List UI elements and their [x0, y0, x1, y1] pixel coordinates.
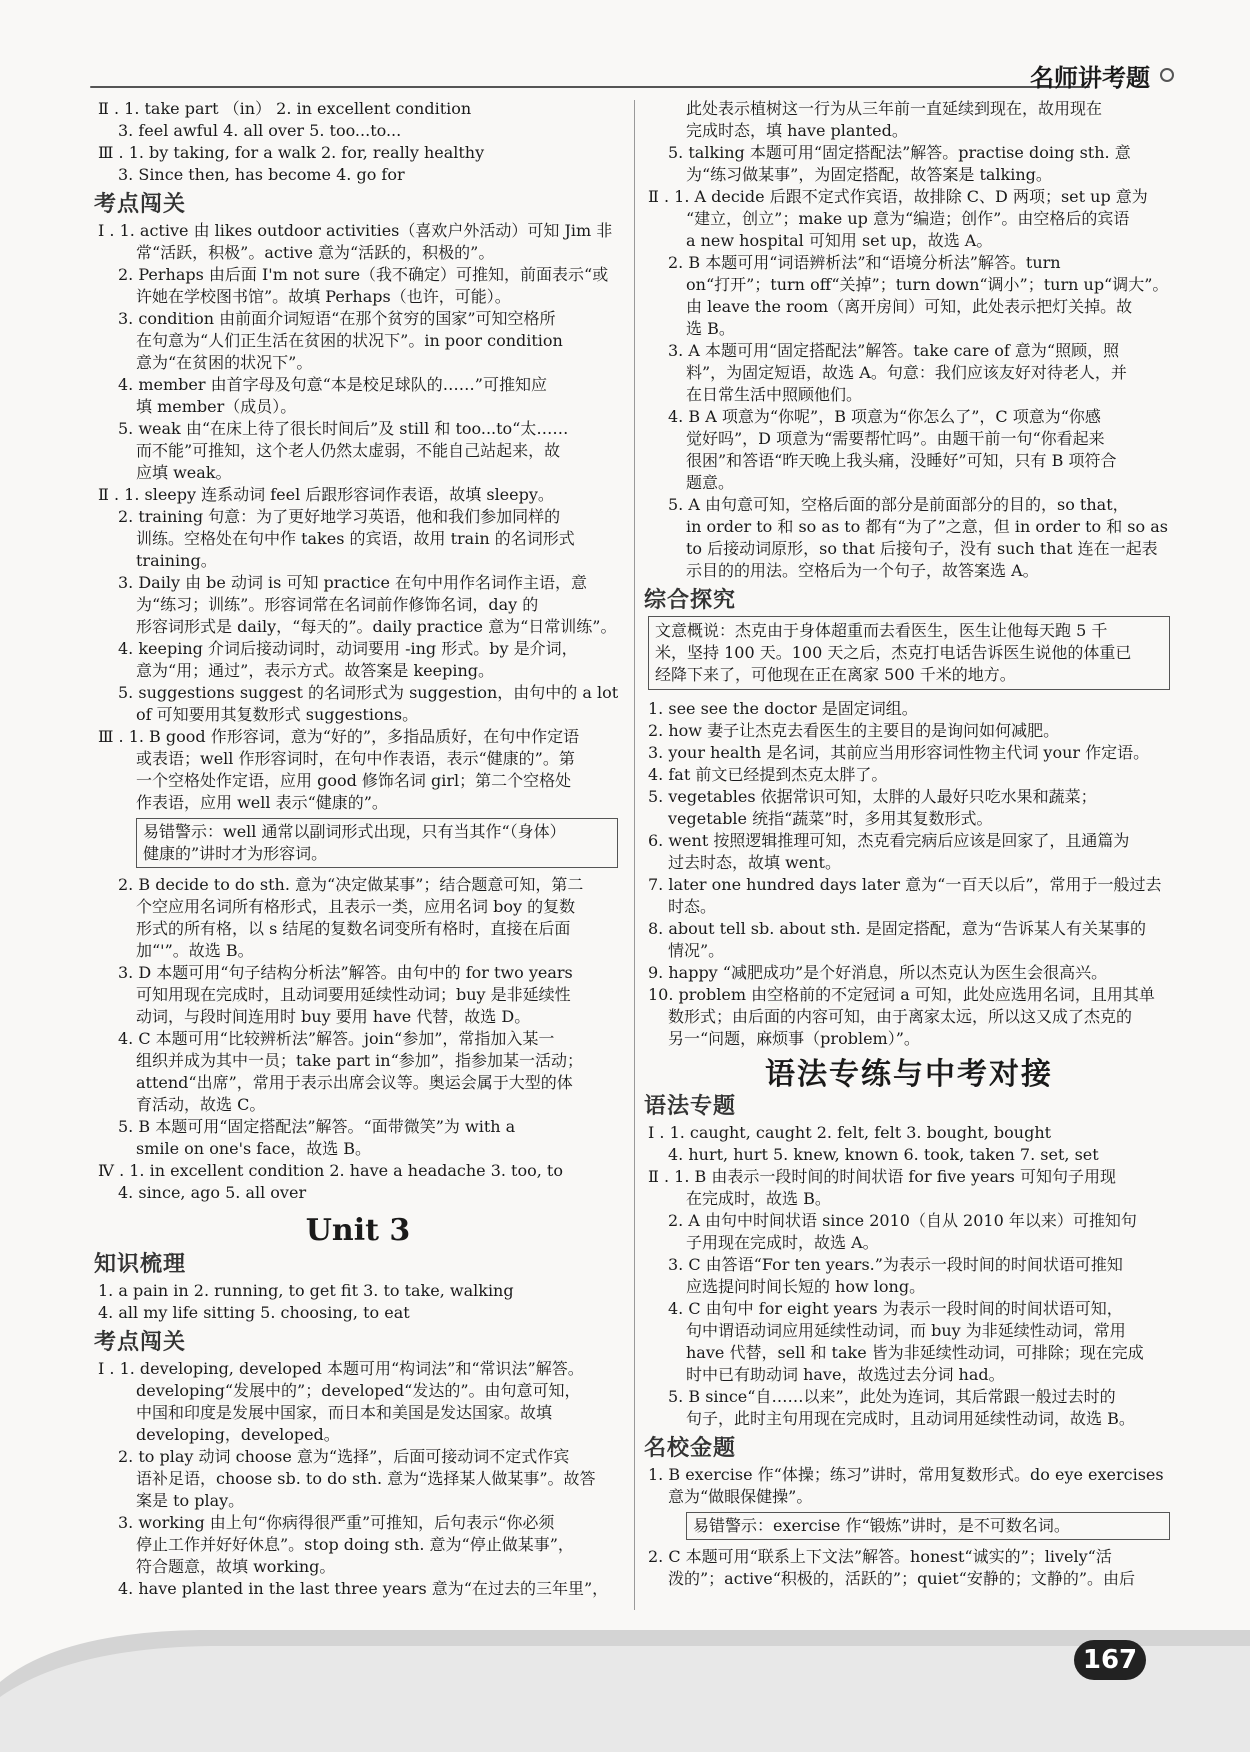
answer-line: 1. see see the doctor 是固定词组。 [648, 699, 918, 718]
answer-line: 形容词形式是 daily，“每天的”。daily practice 意为“日常训练”。 [136, 617, 617, 636]
answer-line: 4. C 本题可用“比较辨析法”解答。join“参加”，常指加入某一 [118, 1029, 555, 1048]
answer-line: 句子，此时主句用现在完成时，且动词用延续性动词，故选 B。 [686, 1409, 1135, 1428]
answer-line: 3. D 本题可用“句子结构分析法”解答。由句中的 for two years [118, 963, 573, 982]
answer-line: 动词，与段时间连用时 buy 要用 have 代替，故选 D。 [136, 1007, 531, 1026]
answer-line: 1. a pain in 2. running, to get fit 3. to take, walking [98, 1281, 514, 1300]
answer-line: 训练。空格处在句中作 takes 的宾语，故用 train 的名词形式 [136, 529, 575, 548]
box-line: 经降下来了，可他现在正在离家 500 千米的地方。 [655, 665, 1016, 684]
answer-line: Ⅰ . 1. active 由 likes outdoor activities（喜欢户外活动）可知 Jim 非 [98, 221, 613, 240]
page-header [90, 52, 1180, 92]
answer-line: 8. about tell sb. about sth. 是固定搭配，意为“告诉某人有关某事的 [648, 919, 1146, 938]
answer-line: 4. since, ago 5. all over [118, 1183, 307, 1202]
answer-line: to 后接动词原形，so that 后接句子，没有 such that 连在一起表 [686, 539, 1158, 558]
answer-line: 3. Since then, has become 4. go for [118, 165, 405, 184]
answer-line: have 代替，sell 和 take 皆为非延续性动词，可排除；现在完成 [686, 1343, 1144, 1362]
section-heading: 考点闯关 [94, 1330, 187, 1355]
circle-icon [1160, 68, 1174, 82]
answer-line: Ⅱ . 1. B 由表示一段时间的时间状语 for five years 可知句子用现 [648, 1167, 1116, 1186]
answer-line: 另一“问题，麻烦事（problem）”。 [668, 1029, 920, 1048]
answer-line: 2. to play 动词 choose 意为“选择”，后面可接动词不定式作宾 [118, 1447, 570, 1466]
answer-line: on“打开”；turn off“关掉”；turn down“调小”；turn up“调大”。 [686, 275, 1169, 294]
answer-line: 数形式；由后面的内容可知，由于离家太远，所以这又成了杰克的 [668, 1007, 1133, 1026]
answer-line: 5. weak 由“在床上待了很长时间后”及 still 和 too...to“太…… [118, 419, 569, 438]
warning-box [686, 1512, 1170, 1540]
answer-line: 为“练习做某事”，为固定搭配，故答案是 talking。 [686, 165, 1052, 184]
answer-line: 5. vegetables 依据常识可知，太胖的人最好只吃水果和蔬菜； [648, 787, 1097, 806]
box-line: 易错警示：exercise 作“锻炼”讲时，是不可数名词。 [693, 1516, 1070, 1535]
answer-line: 一个空格处作定语，应用 good 修饰名词 girl；第二个空格处 [136, 771, 572, 790]
box-line: 健康的”讲时才为形容词。 [143, 844, 328, 863]
answer-line: a new hospital 可知用 set up，故选 A。 [686, 231, 993, 250]
header-rule [90, 86, 1090, 88]
answer-line: 4. all my life sitting 5. choosing, to eat [98, 1303, 410, 1322]
answer-line: Ⅱ . 1. A decide 后跟不定式作宾语，故排除 C、D 两项；set up 意为 [648, 187, 1148, 206]
answer-line: 3. feel awful 4. all over 5. too...to... [118, 121, 402, 140]
answer-line: 3. Daily 由 be 动词 is 可知 practice 在句中用作名词作主语，意 [118, 573, 588, 592]
answer-line: 5. B since“自……以来”，此处为连词，其后常跟一般过去时的 [668, 1387, 1116, 1406]
answer-line: 2. B 本题可用“词语辨析法”和“语境分析法”解答。turn [668, 253, 1061, 272]
answer-line: Ⅰ . 1. developing, developed 本题可用“构词法”和“常识法”解答。 [98, 1359, 584, 1378]
page-number: 167 [1074, 1640, 1146, 1680]
answer-line: 由 leave the room（离开房间）可知，此处表示把灯关掉。故 [686, 297, 1133, 316]
answer-line: 时中已有助动词 have，故选过去分词 had。 [686, 1365, 1005, 1384]
answer-line: 6. went 按照逻辑推理可知，杰克看完病后应该是回家了，且通篇为 [648, 831, 1130, 850]
chapter-title: 语法专练与中考对接 [765, 1057, 1053, 1092]
answer-line: 觉好吗”，D 项意为“需要帮忙吗”。由题干前一句“你看起来 [686, 429, 1105, 448]
answer-line: 示目的的用法。空格后为一个句子，故答案选 A。 [686, 561, 1039, 580]
left-column [94, 98, 618, 1600]
section-heading: 综合探究 [644, 588, 737, 613]
answer-line: “建立，创立”；make up 意为“编造；创作”。由空格后的宾语 [686, 209, 1130, 228]
answer-line: 4. member 由首字母及句意“本是校足球队的……”可推知应 [118, 375, 547, 394]
answer-line: Ⅲ . 1. by taking, for a walk 2. for, really healthy [98, 143, 485, 162]
answer-line: vegetable 统指“蔬菜”时，多用其复数形式。 [668, 809, 993, 828]
answer-line: 形式的所有格，以 s 结尾的复数名词变所有格时，直接在后面 [136, 919, 571, 938]
answer-line: 填 member（成员）。 [136, 397, 297, 416]
answer-line: 4. C 由句中 for eight years 为表示一段时间的时间状语可知， [668, 1299, 1123, 1318]
answer-line: 时态。 [668, 897, 717, 916]
answer-line: 2. B decide to do sth. 意为“决定做某事”；结合题意可知，第二 [118, 875, 584, 894]
answer-line: 料”，为固定短语，故选 A。句意：我们应该友好对待老人，并 [686, 363, 1127, 382]
answer-line: 作表语，应用 well 表示“健康的”。 [136, 793, 388, 812]
footer-decoration [0, 1612, 1250, 1752]
answer-line: 题意。 [686, 473, 735, 492]
answer-line: 应填 weak。 [136, 463, 232, 482]
answer-line: 加“'”。故选 B。 [136, 941, 254, 960]
answer-line: 2. how 妻子让杰克去看医生的主要目的是询问如何减肥。 [648, 721, 1060, 740]
answer-line: 5. suggestions suggest 的名词形式为 suggestion，由句中的 a lot [118, 683, 618, 702]
answer-line: 4. fat 前文已经提到杰克太胖了。 [648, 765, 888, 784]
answer-line: of 可知要用其复数形式 suggestions。 [136, 705, 419, 724]
answer-line: 3. A 本题可用“固定搭配法”解答。take care of 意为“照顾，照 [668, 341, 1120, 360]
answer-line: 9. happy “减肥成功”是个好消息，所以杰克认为医生会很高兴。 [648, 963, 1108, 982]
answer-line: Ⅲ . 1. B good 作形容词，意为“好的”，多指品质好，在句中作定语 [98, 727, 580, 746]
answer-line: developing“发展中的”；developed“发达的”。由句意可知， [136, 1381, 581, 1400]
box-line: 米，坚持 100 天。100 天之后，杰克打电话告诉医生说他的体重已 [655, 643, 1132, 662]
answer-line: 在完成时，故选 B。 [686, 1189, 831, 1208]
answer-line: Ⅱ . 1. take part （in） 2. in excellent condition [98, 99, 472, 118]
answer-line: 2. A 由句中时间状语 since 2010（自从 2010 年以来）可推知句 [668, 1211, 1137, 1230]
answer-line: 许她在学校图书馆”。故填 Perhaps（也许，可能）。 [136, 287, 511, 306]
answer-line: 此处表示植树这一行为从三年前一直延续到现在，故用现在 [686, 99, 1103, 118]
section-heading: 语法专题 [644, 1094, 737, 1119]
answer-line: Ⅰ . 1. caught, caught 2. felt, felt 3. bought, bought [648, 1123, 1052, 1142]
answer-line: 语补足语，choose sb. to do sth. 意为“选择某人做某事”。故答 [136, 1469, 596, 1488]
answer-line: 子用现在完成时，故选 A。 [686, 1233, 879, 1252]
answer-line: in order to 和 so as to 都有“为了”之意，但 in order to 和 so as [686, 517, 1168, 536]
answer-line: 5. A 由句意可知，空格后面的部分是前面部分的目的，so that， [668, 495, 1129, 514]
box-line: 文意概说：杰克由于身体超重而去看医生，医生让他每天跑 5 千 [655, 621, 1108, 640]
answer-line: 句中谓语动词应用延续性动词，而 buy 为非延续性动词，常用 [686, 1321, 1126, 1340]
answer-line: 过去时态，故填 went。 [668, 853, 841, 872]
answer-line: 1. B exercise 作“体操；练习”讲时，常用复数形式。do eye exercises [648, 1465, 1164, 1484]
answer-line: 5. talking 本题可用“固定搭配法”解答。practise doing sth. 意 [668, 143, 1131, 162]
answer-line: attend“出席”，常用于表示出席会议等。奥运会属于大型的体 [136, 1073, 573, 1092]
answer-line: 完成时态，填 have planted。 [686, 121, 908, 140]
answer-line: 案是 to play。 [136, 1491, 245, 1510]
answer-line: 个空应用名词所有格形式，且表示一类，应用名词 boy 的复数 [136, 897, 576, 916]
right-column [644, 98, 1170, 1590]
answer-line: training。 [136, 551, 217, 570]
answer-line: 2. C 本题可用“联系上下文法”解答。honest“诚实的”；lively“活 [648, 1547, 1112, 1566]
answer-line: 育活动，故选 C。 [136, 1095, 266, 1114]
answer-line: 符合题意，故填 working。 [136, 1557, 336, 1576]
warning-box [136, 818, 618, 868]
summary-box [648, 616, 1170, 690]
answer-line: 4. hurt, hurt 5. knew, known 6. took, taken 7. set, set [668, 1145, 1099, 1164]
answer-line: 5. B 本题可用“固定搭配法”解答。“面带微笑”为 with a [118, 1117, 516, 1136]
answer-line: 或表语；well 作形容词时，在句中作表语，表示“健康的”。第 [136, 749, 575, 768]
answer-line: 3. C 由答语“For ten years.”为表示一段时间的时间状语可推知 [668, 1255, 1123, 1274]
answer-line: 意为“用；通过”，表示方式。故答案是 keeping。 [136, 661, 494, 680]
answer-line: 可知用现在完成时，且动词要用延续性动词；buy 是非延续性 [136, 985, 571, 1004]
answer-line: 中国和印度是发展中国家，而日本和美国是发达国家。故填 [136, 1403, 553, 1422]
answer-line: 意为“在贫困的状况下”。 [136, 353, 313, 372]
section-heading: 知识梳理 [94, 1252, 187, 1277]
column-divider [634, 100, 635, 1610]
answer-line: 在日常生活中照顾他们。 [686, 385, 863, 404]
answer-line: 3. your health 是名词，其前应当用形容词性物主代词 your 作定语。 [648, 743, 1150, 762]
answer-line: 组织并成为其中一员；take part in“参加”，指参加某一活动； [136, 1051, 583, 1070]
answer-line: 泼的”；active“积极的，活跃的”；quiet“安静的；文静的”。由后 [668, 1569, 1136, 1588]
header-title: 名师讲考题 [1030, 63, 1150, 92]
answer-line: 常“活跃，积极”。active 意为“活跃的，积极的”。 [136, 243, 495, 262]
unit-title: Unit 3 [305, 1213, 411, 1248]
section-heading: 考点闯关 [94, 192, 187, 217]
answer-line: 2. training 句意：为了更好地学习英语，他和我们参加同样的 [118, 507, 561, 526]
answer-line: 3. condition 由前面介词短语“在那个贫穷的国家”可知空格所 [118, 309, 556, 328]
answer-line: 而不能”可推知，这个老人仍然太虚弱，不能自己站起来，故 [136, 441, 561, 460]
answer-line: 意为“做眼保健操”。 [668, 1487, 813, 1506]
answer-line: 停止工作并好好休息”。stop doing sth. 意为“停止做某事”， [136, 1535, 574, 1554]
answer-line: 3. working 由上句“你病得很严重”可推知，后句表示“你必须 [118, 1513, 555, 1532]
answer-line: 情况”。 [668, 941, 725, 960]
answer-line: 选 B。 [686, 319, 735, 338]
answer-line: Ⅱ . 1. sleepy 连系动词 feel 后跟形容词作表语，故填 sleepy。 [98, 485, 554, 504]
answer-line: 4. B A 项意为“你呢”，B 项意为“你怎么了”，C 项意为“你感 [668, 407, 1101, 426]
answer-line: 为“练习；训练”。形容词常在名词前作修饰名词，day 的 [136, 595, 539, 614]
section-heading: 名校金题 [644, 1436, 737, 1461]
box-line: 易错警示：well 通常以副词形式出现，只有当其作“（身体） [143, 822, 566, 841]
answer-line: 4. keeping 介词后接动词时，动词要用 -ing 形式。by 是介词， [118, 639, 578, 658]
answer-line: 2. Perhaps 由后面 I'm not sure（我不确定）可推知，前面表示“或 [118, 265, 609, 284]
answer-line: 10. problem 由空格前的不定冠词 a 可知，此处应选用名词，且用其单 [648, 985, 1155, 1004]
answer-line: Ⅳ . 1. in excellent condition 2. have a headache 3. too, to [98, 1161, 563, 1180]
answer-line: 在句意为“人们正生活在贫困的状况下”。in poor condition [136, 331, 563, 350]
answer-line: 7. later one hundred days later 意为“一百天以后”，常用于一般过去 [648, 875, 1162, 894]
answer-line: 4. have planted in the last three years 意为“在过去的三年里”， [118, 1579, 609, 1598]
answer-line: 很困”和答语“昨天晚上我头痛，没睡好”可知，只有 B 项符合 [686, 451, 1117, 470]
answer-line: 应选提问时间长短的 how long。 [686, 1277, 926, 1296]
answer-line: smile on one's face，故选 B。 [136, 1139, 372, 1158]
answer-line: developing，developed。 [136, 1425, 340, 1444]
